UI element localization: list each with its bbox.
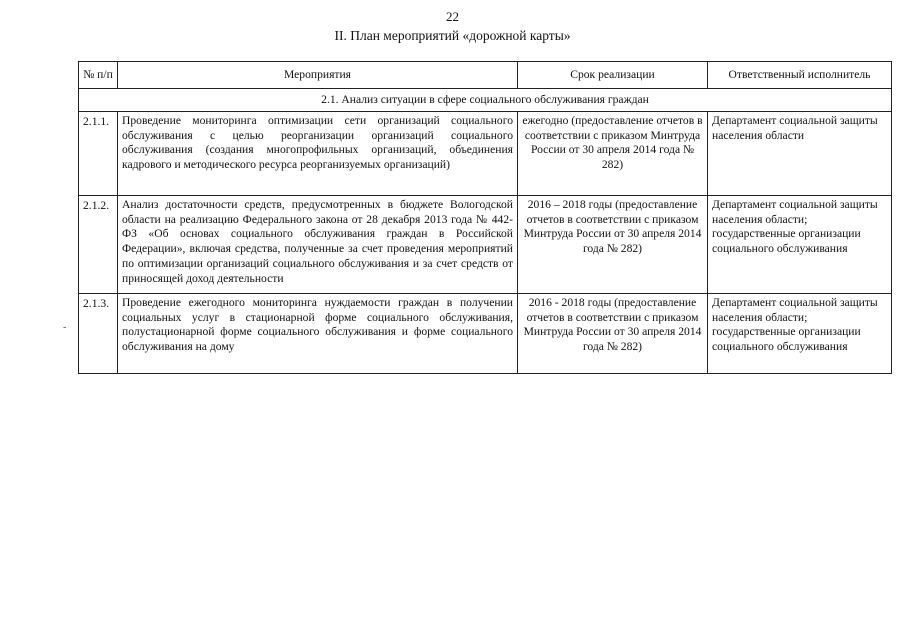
- table-row: [79, 111, 892, 195]
- section-heading: 2.1. Анализ ситуации в сфере социального обслуживания граждан: [79, 89, 892, 112]
- row-num: 2.1.1.: [79, 111, 118, 195]
- row-num: 2.1.2.: [79, 195, 118, 293]
- header-term: Срок реализации: [518, 62, 708, 89]
- section-row: [79, 89, 892, 112]
- header-num: № п/п: [79, 62, 118, 89]
- header-action: Мероприятия: [118, 62, 518, 89]
- table-row: [79, 293, 892, 373]
- table-row: [79, 195, 892, 293]
- row-action: Проведение мониторинга оптимизации сети организаций социального обслуживания с целью реорганизации организаций социального обслуживания (создания многопрофильных организаций, объединения кадрового и методического ресурса реорганизуемых организаций): [118, 111, 518, 195]
- row-responsible: Департамент социальной защиты населения области; государственные организации социального обслуживания: [708, 195, 892, 293]
- margin-mark: -: [63, 322, 67, 333]
- row-responsible: Департамент социальной защиты населения области; государственные организации социального обслуживания: [708, 293, 892, 373]
- header-responsible: Ответственный исполнитель: [708, 62, 892, 89]
- row-action: Анализ достаточности средств, предусмотренных в бюджете Вологодской области на реализацию Федерального закона от 28 декабря 2013 года № 442-ФЗ «Об основах социального обслуживания граждан в Российской Федерации», включая средства, полученные за счет проведения мероприятий по оптимизации организаций социального обслуживания и за счет средств от приносящей доход деятельности: [118, 195, 518, 293]
- row-term: 2016 – 2018 годы (предоставление отчетов в соответствии с приказом Минтруда России от 30 апреля 2014 года № 282): [518, 195, 708, 293]
- row-action: Проведение ежегодного мониторинга нуждаемости граждан в получении социальных услуг в стационарной форме социального обслуживания, полустационарной форме социального обслуживания и форме социального обслуживания на дому: [118, 293, 518, 373]
- roadmap-table: [78, 61, 892, 374]
- row-num: 2.1.3.: [79, 293, 118, 373]
- row-responsible: Департамент социальной защиты населения области: [708, 111, 892, 195]
- row-term: 2016 - 2018 годы (предоставление отчетов в соответствии с приказом Минтруда России от 30 апреля 2014 года № 282): [518, 293, 708, 373]
- page-number: 22: [446, 9, 459, 24]
- row-term: ежегодно (предоставление отчетов в соответствии с приказом Минтруда России от 30 апреля 2014 года № 282): [518, 111, 708, 195]
- table-header-row: [79, 62, 892, 89]
- page-title: II. План мероприятий «дорожной карты»: [334, 28, 571, 43]
